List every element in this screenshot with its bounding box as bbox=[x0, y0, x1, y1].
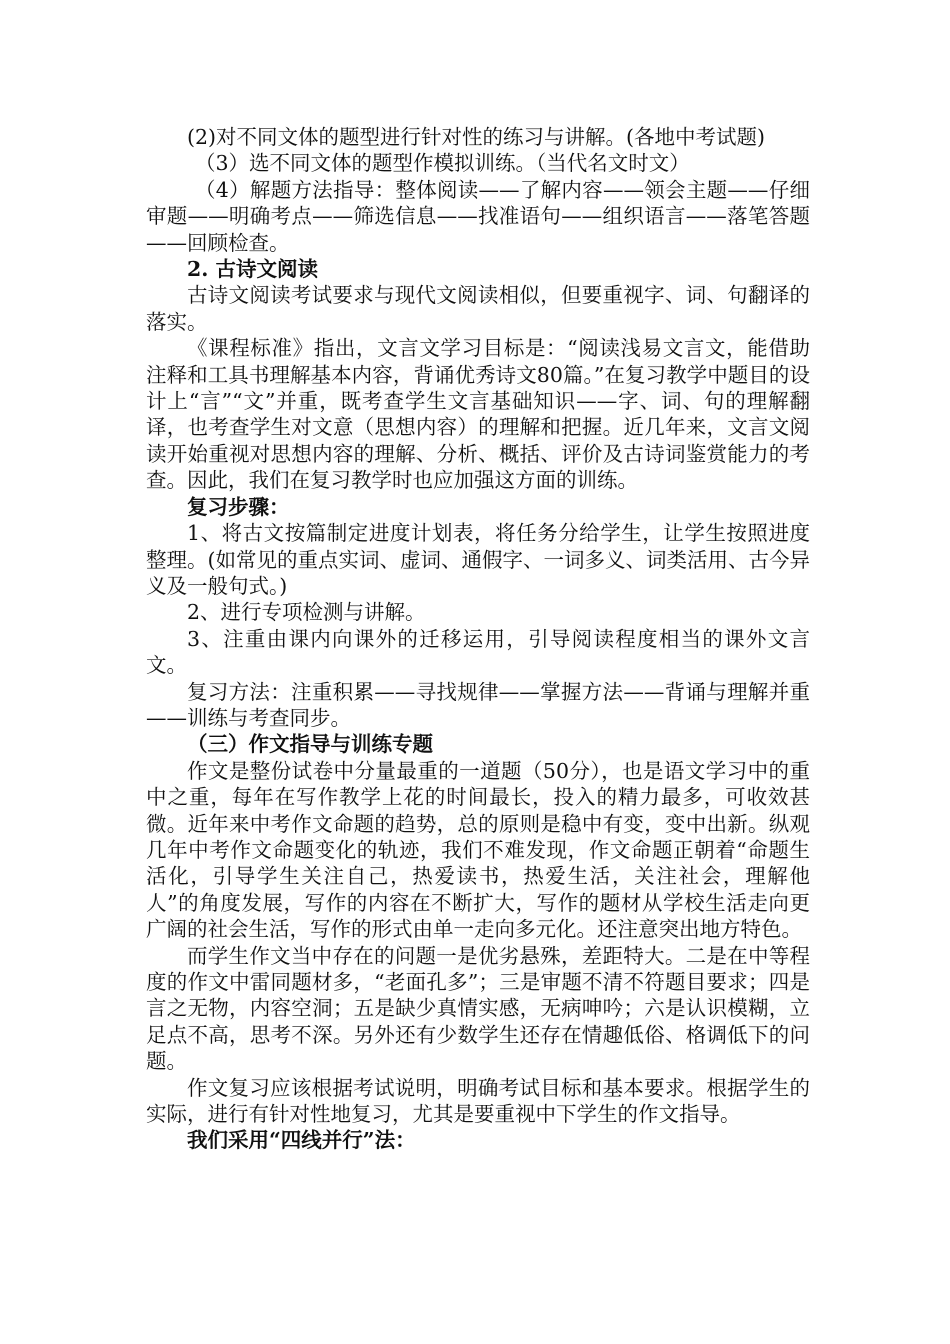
paragraph: 复习方法：注重积累——寻找规律——掌握方法——背诵与理解并重——训练与考查同步。 bbox=[146, 679, 810, 730]
section-heading: 我们采用“四线并行”法： bbox=[187, 1128, 416, 1153]
paragraph: 而学生作文当中存在的问题一是优劣悬殊，差距特大。二是在中等程度的作文中雷同题材多，“老面孔多”；三是审题不清不符题目要求；四是言之无物，内容空洞；五是缺少真情实感，无病呻吟；六是认识模糊，立足点不高，思考不深。另外还有少数学生还存在情趣低俗、格调低下的问题。 bbox=[146, 943, 810, 1074]
paragraph: 2、进行专项检测与讲解。 bbox=[187, 600, 426, 625]
section-heading: 复习步骤： bbox=[187, 494, 290, 519]
paragraph: （4）解题方法指导：整体阅读——了解内容——领会主题——仔细审题——明确考点——筛选信息——找准语句——组织语言——落笔答题——回顾检查。 bbox=[146, 177, 810, 255]
paragraph: 3、注重由课内向课外的迁移运用，引导阅读程度相当的课外文言文。 bbox=[146, 626, 810, 678]
paragraph: 作文复习应该根据考试说明，明确考试目标和基本要求。根据学生的实际，进行有针对性地复习，尤其是要重视中下学生的作文指导。 bbox=[146, 1075, 810, 1127]
paragraph: 古诗文阅读考试要求与现代文阅读相似，但要重视字、词、句翻译的落实。 bbox=[146, 283, 810, 334]
paragraph: 作文是整份试卷中分量最重的一道题（50分），也是语文学习中的重中之重，每年在写作教学上花的时间最长，投入的精力最多，可收效甚微。近年来中考作文命题的趋势，总的原则是稳中有变，变中出新。纵观几年中考作文命题变化的轨迹，我们不难发现，作文命题正朝着“命题生活化，引导学生关注自己，热爱读书，热爱生活，关注社会，理解他人”的角度发展，写作的内容在不断扩大，写作的题材从学校生活走向更广阔的社会生活，写作的形式由单一走向多元化。还注意突出地方特色。 bbox=[146, 758, 810, 942]
section-heading: 2. 古诗文阅读 bbox=[187, 257, 319, 282]
paragraph: 《课程标准》指出，文言文学习目标是：“阅读浅易文言文，能借助注释和工具书理解基本内容，背诵优秀诗文80篇。”在复习教学中题目的设计上“言”“文”并重，既考查学生文言基础知识——字、词、句的理解翻译，也考查学生对文意（思想内容）的理解和把握。近几年来，文言文阅读开始重视对思想内容的理解、分析、概括、评价及古诗词鉴赏能力的考查。因此，我们在复习教学时也应加强这方面的训练。 bbox=[146, 336, 810, 493]
paragraph: 1、将古文按篇制定进度计划表，将任务分给学生，让学生按照进度整理。(如常见的重点实词、虚词、通假字、一词多义、词类活用、古今异义及一般句式。) bbox=[146, 521, 810, 598]
paragraph: (2)对不同文体的题型进行针对性的练习与讲解。(各地中考试题) bbox=[187, 125, 766, 149]
paragraph: （3）选不同文体的题型作模拟训练。（当代名文时文） bbox=[195, 151, 690, 176]
section-heading: （三）作文指导与训练专题 bbox=[187, 732, 433, 757]
document-page bbox=[146, 124, 810, 1154]
